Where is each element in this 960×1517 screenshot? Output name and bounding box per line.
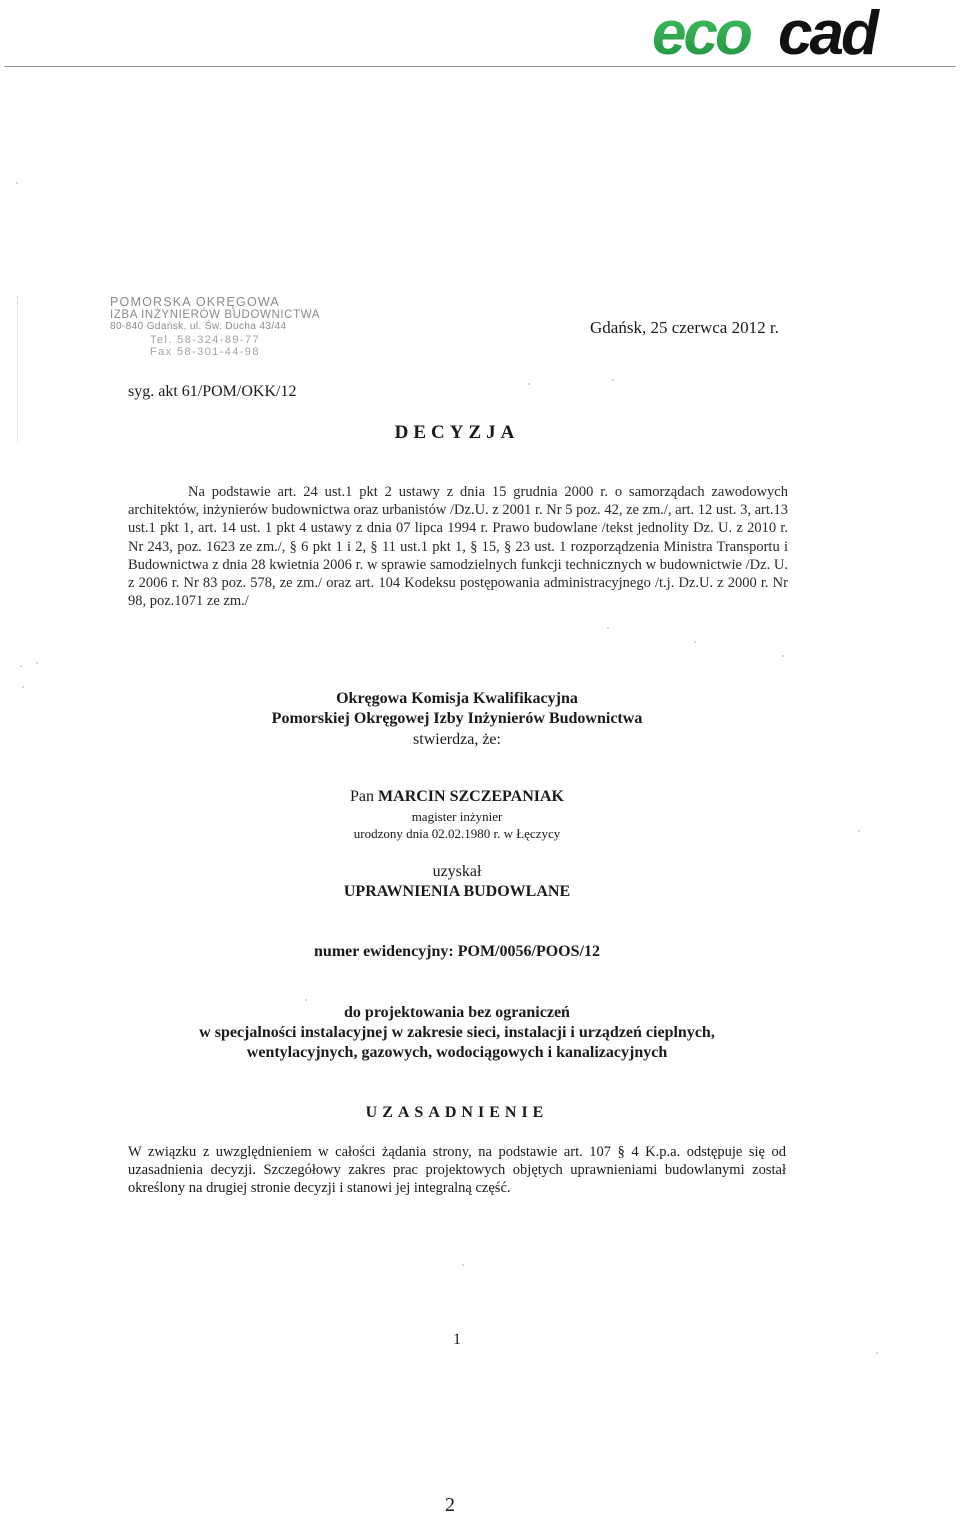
obtained-label: uzyskał <box>432 863 482 880</box>
scan-speck <box>694 641 696 643</box>
stamp-phone: Tel. 58-324-89-77 <box>150 333 261 346</box>
license-scope-line: wentylacyjnych, gazowych, wodociągowych i kanalizacyjnych <box>246 1044 668 1061</box>
license-scope-line: w specjalności instalacyjnej w zakresie sieci, instalacji i urządzeń cieplnych, <box>199 1024 715 1041</box>
scan-speck <box>528 383 530 385</box>
case-reference: syg. akt 61/POM/OKK/12 <box>128 383 297 400</box>
scan-speck <box>462 1264 464 1266</box>
stamp-line: POMORSKA OKRĘGOWA <box>110 295 280 309</box>
stamp-fax: Fax 58-301-44-98 <box>150 346 260 358</box>
license-scope-line: do projektowania bez ograniczeń <box>344 1004 570 1021</box>
person-name: MARCIN SZCZEPANIAK <box>378 788 564 805</box>
svg-text:eco: eco <box>652 4 750 62</box>
person-name-line <box>0 788 914 806</box>
scan-speck <box>22 686 24 688</box>
stamp-address: 80-840 Gdańsk, ul. Św. Ducha 43/44 <box>110 321 287 332</box>
scan-edge-line <box>17 296 18 442</box>
page-number: 2 <box>445 1494 455 1516</box>
ecocad-logo-graphic <box>650 4 932 62</box>
ecocad-logo <box>650 4 932 62</box>
license-type: UPRAWNIENIA BUDOWLANE <box>343 883 571 900</box>
scan-speck <box>612 379 614 381</box>
stamp-line: IZBA INŻYNIERÓW BUDOWNICTWA <box>110 308 320 321</box>
person-degree: magister inżynier <box>411 809 503 824</box>
person-prefix: Pan <box>350 788 375 805</box>
scan-speck <box>607 627 609 629</box>
scan-speck <box>20 665 22 667</box>
scanned-page-number: 1 <box>453 1331 461 1348</box>
scan-speck <box>782 655 784 657</box>
svg-text:cad: cad <box>778 4 876 62</box>
chamber-name: Pomorskiej Okręgowej Izby Inżynierów Budownictwa <box>271 710 643 727</box>
person-birth-info: urodzony dnia 02.02.1980 r. w Łęczycy <box>353 826 561 841</box>
scan-speck <box>876 1352 878 1354</box>
legal-basis-paragraph: Na podstawie art. 24 ust.1 pkt 2 ustawy z dnia 15 grudnia 2000 r. o samorządach zawodowych architektów, inżynierów budownictwa oraz urbanistów /Dz.U. z 2001 r. Nr 5 poz. 42, ze zm./, art. 12 ust. 3, art.13 ust.1 pkt 1, art. 14 ust. 1 pkt 4 ustawy z dnia 07 lipca 1994 r. Prawo budowlane /tekst jednolity Dz. U. z 2010 r. Nr 243, poz. 1623 ze zm./, § 6 pkt 1 i 2, § 11 ust.1 pkt 1, § 15, § 23 ust. 1 rozporządzenia Ministra Transportu i Budownictwa z dnia 28 kwietnia 2006 r. w sprawie samodzielnych funkcji technicznych w budownictwie /Dz. U. z 2006 r. Nr 83 poz. 578, ze zm./ oraz art. 104 Kodeksu postępowania administracyjnego /t.j. Dz.U. z 2000 r. Nr 98, poz.1071 ze zm./ <box>128 484 788 610</box>
commission-name: Okręgowa Komisja Kwalifikacyjna <box>336 690 578 707</box>
registration-number: numer ewidencyjny: POM/0056/POOS/12 <box>314 943 600 960</box>
scan-speck <box>16 182 18 184</box>
scan-speck <box>305 999 307 1001</box>
justification-title: UZASADNIENIE <box>365 1104 549 1121</box>
justification-paragraph: W związku z uwzględnieniem w całości żądania strony, na podstawie art. 107 § 4 K.p.a. odstępuje się od uzasadnienia decyzji. Szczegółowy zakres prac projektowych objętych uprawnieniami budowlanymi został określony na drugiej stronie decyzji i stanowi jej integralną część. <box>128 1144 786 1196</box>
place-and-date: Gdańsk, 25 czerwca 2012 r. <box>590 318 779 337</box>
document-title: DECYZJA <box>394 422 520 443</box>
commission-statement: stwierdza, że: <box>413 731 501 748</box>
institution-stamp <box>110 296 340 366</box>
scan-speck <box>36 662 38 664</box>
scan-speck <box>858 830 860 832</box>
header-divider <box>4 66 956 67</box>
